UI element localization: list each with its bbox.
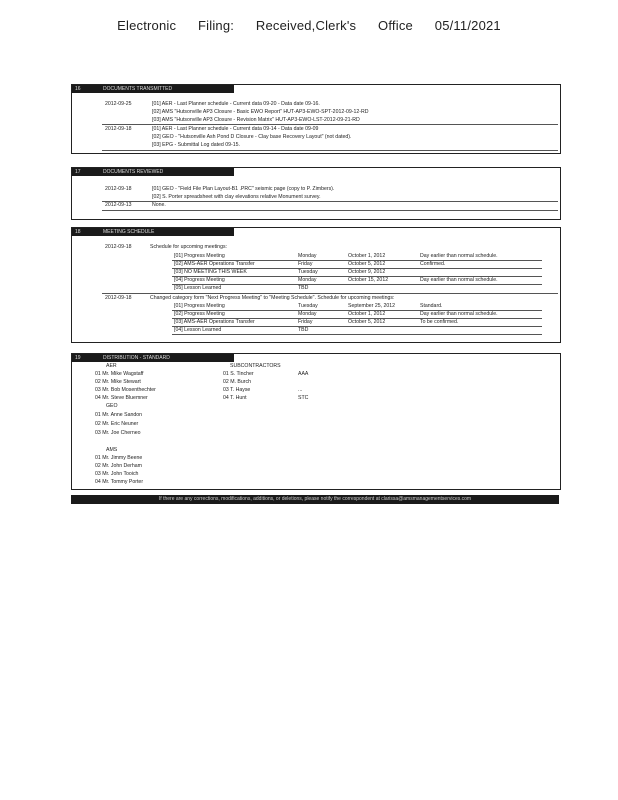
distribution-person: 01 Mr. Anne Sandon	[95, 412, 143, 418]
distribution-person: 01 Mr. Jimmy Beene	[95, 455, 143, 461]
header-date: 05/11/2021	[434, 18, 501, 33]
meeting-day: Tuesday	[298, 303, 318, 309]
meeting-date: October 5, 2012	[348, 261, 386, 267]
group-heading: SUBCONTRACTORS	[230, 363, 281, 369]
section-17-bar	[72, 168, 234, 176]
subcontractor-name: 04 T. Hunt	[223, 395, 247, 401]
meeting-date: October 5, 2012	[348, 319, 386, 325]
meeting-note: Standard.	[420, 303, 443, 309]
meeting-item: [03] AMS-AER Operations Transfer	[174, 319, 255, 325]
row-date: 2012-09-13	[105, 202, 132, 208]
row-divider	[102, 210, 558, 211]
meeting-item: [03] NO MEETING THIS WEEK	[174, 269, 247, 275]
subcontractor-name: 02 M. Burch	[223, 379, 251, 385]
meeting-item: [02] AMS-AER Operations Transfer	[174, 261, 255, 267]
distribution-person: 04 Mr. Tommy Porter	[95, 479, 144, 485]
distribution-person: 03 Mr. John Tooich	[95, 471, 139, 477]
distribution-person: 02 Mr. Mike Stewart	[95, 379, 141, 385]
section-title: DOCUMENTS TRANSMITTED	[103, 86, 173, 92]
row-item: [01] AER - Last Planner schedule - Current data 09-20 - Data date 09-16.	[152, 101, 320, 107]
header-filing: Filing:	[198, 18, 235, 33]
subcontractor-company: AAA	[298, 371, 309, 377]
section-19-bar	[72, 354, 234, 362]
section-title: MEETING SCHEDULE	[103, 229, 155, 235]
section-title: DISTRIBUTION - STANDARD	[103, 355, 170, 361]
distribution-person: 01 Mr. Mike Wagstaff	[95, 371, 144, 377]
section-number: 17	[75, 169, 81, 175]
row-item: [02] AMS "Hutsonville AP3 Closure - Basic EWO Report" HUT-AP3-EWO-SPT-2012-09-12-RD	[152, 109, 369, 115]
meeting-day: Friday	[298, 261, 313, 267]
meeting-note: Day earlier than normal schedule.	[420, 253, 498, 259]
section-documents-transmitted	[71, 84, 561, 154]
row-date: 2012-09-18	[105, 126, 132, 132]
row-divider	[102, 124, 558, 125]
row-item: [01] GEO - "Field File Plan Layout-B1 .PRC" seismic page (copy to P. Zimbers).	[152, 186, 335, 192]
meeting-note: Day earlier than normal schedule.	[420, 277, 498, 283]
subcontractor-name: 01 S. Tincher	[223, 371, 254, 377]
meeting-date: September 25, 2012	[348, 303, 396, 309]
meeting-date: October 9, 2012	[348, 269, 386, 275]
header-electronic: Electronic	[117, 18, 177, 33]
row-item: [02] S. Porter spreadsheet with clay elevations relative Monument survey.	[152, 194, 321, 200]
row-divider	[102, 201, 558, 202]
meeting-day: Monday	[298, 311, 317, 317]
meeting-note: Day earlier than normal schedule.	[420, 311, 498, 317]
section-distribution	[71, 353, 561, 490]
group-heading: AER	[106, 363, 117, 369]
section-meeting-schedule	[71, 227, 561, 343]
filing-header	[0, 18, 618, 33]
section-18-bar	[72, 228, 234, 236]
distribution-person: 03 Mr. Joe Cherneo	[95, 430, 141, 436]
distribution-person: 03 Mr. Bob Mosenthechter	[95, 387, 156, 393]
subcontractor-name: 03 T. Hayse	[223, 387, 251, 393]
meeting-item: [02] Progress Meeting	[174, 311, 225, 317]
subcontractor-company: STC	[298, 395, 309, 401]
meeting-note: To be confirmed.	[420, 319, 459, 325]
section-number: 18	[75, 229, 81, 235]
row-divider	[172, 284, 542, 285]
section-title: DOCUMENTS REVIEWED	[103, 169, 164, 175]
meeting-item: [04] Progress Meeting	[174, 277, 225, 283]
meeting-day: Monday	[298, 277, 317, 283]
meeting-date: October 15, 2012	[348, 277, 389, 283]
meeting-day: Monday	[298, 253, 317, 259]
meeting-day: Friday	[298, 319, 313, 325]
corrections-footer: If there are any corrections, modifications, additions, or deletions, please notify the correspondent at clarissa@amsmanagementservices.com	[71, 495, 559, 504]
row-date: 2012-09-25	[105, 101, 132, 107]
block-intro: Changed category form "Next Progress Meeting" to "Meeting Schedule". Schedule for upcoming meetings:	[150, 295, 395, 301]
section-16-bar	[72, 85, 234, 93]
group-heading: AMS	[106, 447, 118, 453]
row-date: 2012-09-18	[105, 186, 132, 192]
row-divider	[102, 293, 558, 294]
meeting-item: [05] Lesson Learned	[174, 285, 222, 291]
group-heading: GEO	[106, 403, 118, 409]
block-intro: Schedule for upcoming meetings:	[150, 244, 227, 250]
block-date: 2012-09-18	[105, 244, 132, 250]
row-item: None.	[152, 202, 166, 208]
subcontractor-company: ...	[298, 387, 303, 393]
meeting-date: October 1, 2012	[348, 253, 386, 259]
section-documents-reviewed	[71, 167, 561, 220]
meeting-date: October 1, 2012	[348, 311, 386, 317]
section-number: 19	[75, 355, 81, 361]
row-divider	[172, 326, 542, 327]
row-item: [03] AMS "Hutsonville AP3 Closure - Revision Matrix" HUT-AP3-EWO-LST-2012-09-21-RD	[152, 117, 360, 123]
meeting-day: Tuesday	[298, 269, 318, 275]
row-item: [01] AER - Last Planner schedule - Current data 09-14 - Data date 09-09	[152, 126, 319, 132]
row-item: [02] GEO - "Hutsonville Ash Pond D Closure - Clay base Recovery Layout" (not dated).	[152, 134, 352, 140]
section-number: 16	[75, 86, 81, 92]
header-received: Received,Clerk's	[255, 18, 357, 33]
meeting-day: TBD	[298, 327, 309, 333]
distribution-person: 02 Mr. Eric Neuner	[95, 421, 139, 427]
meeting-note: Confirmed.	[420, 261, 446, 267]
meeting-item: [01] Progress Meeting	[174, 303, 225, 309]
meeting-item: [04] Lesson Learned	[174, 327, 222, 333]
meeting-day: TBD	[298, 285, 309, 291]
header-office: Office	[378, 18, 413, 33]
distribution-person: 04 Mr. Steve Bluemner	[95, 395, 148, 401]
meeting-item: [01] Progress Meeting	[174, 253, 225, 259]
row-item: [03] EPG - Submittal Log dated 09-15.	[152, 142, 240, 148]
distribution-person: 02 Mr. John Derham	[95, 463, 142, 469]
row-divider	[172, 334, 542, 335]
row-divider	[102, 150, 558, 151]
block-date: 2012-09-18	[105, 295, 132, 301]
